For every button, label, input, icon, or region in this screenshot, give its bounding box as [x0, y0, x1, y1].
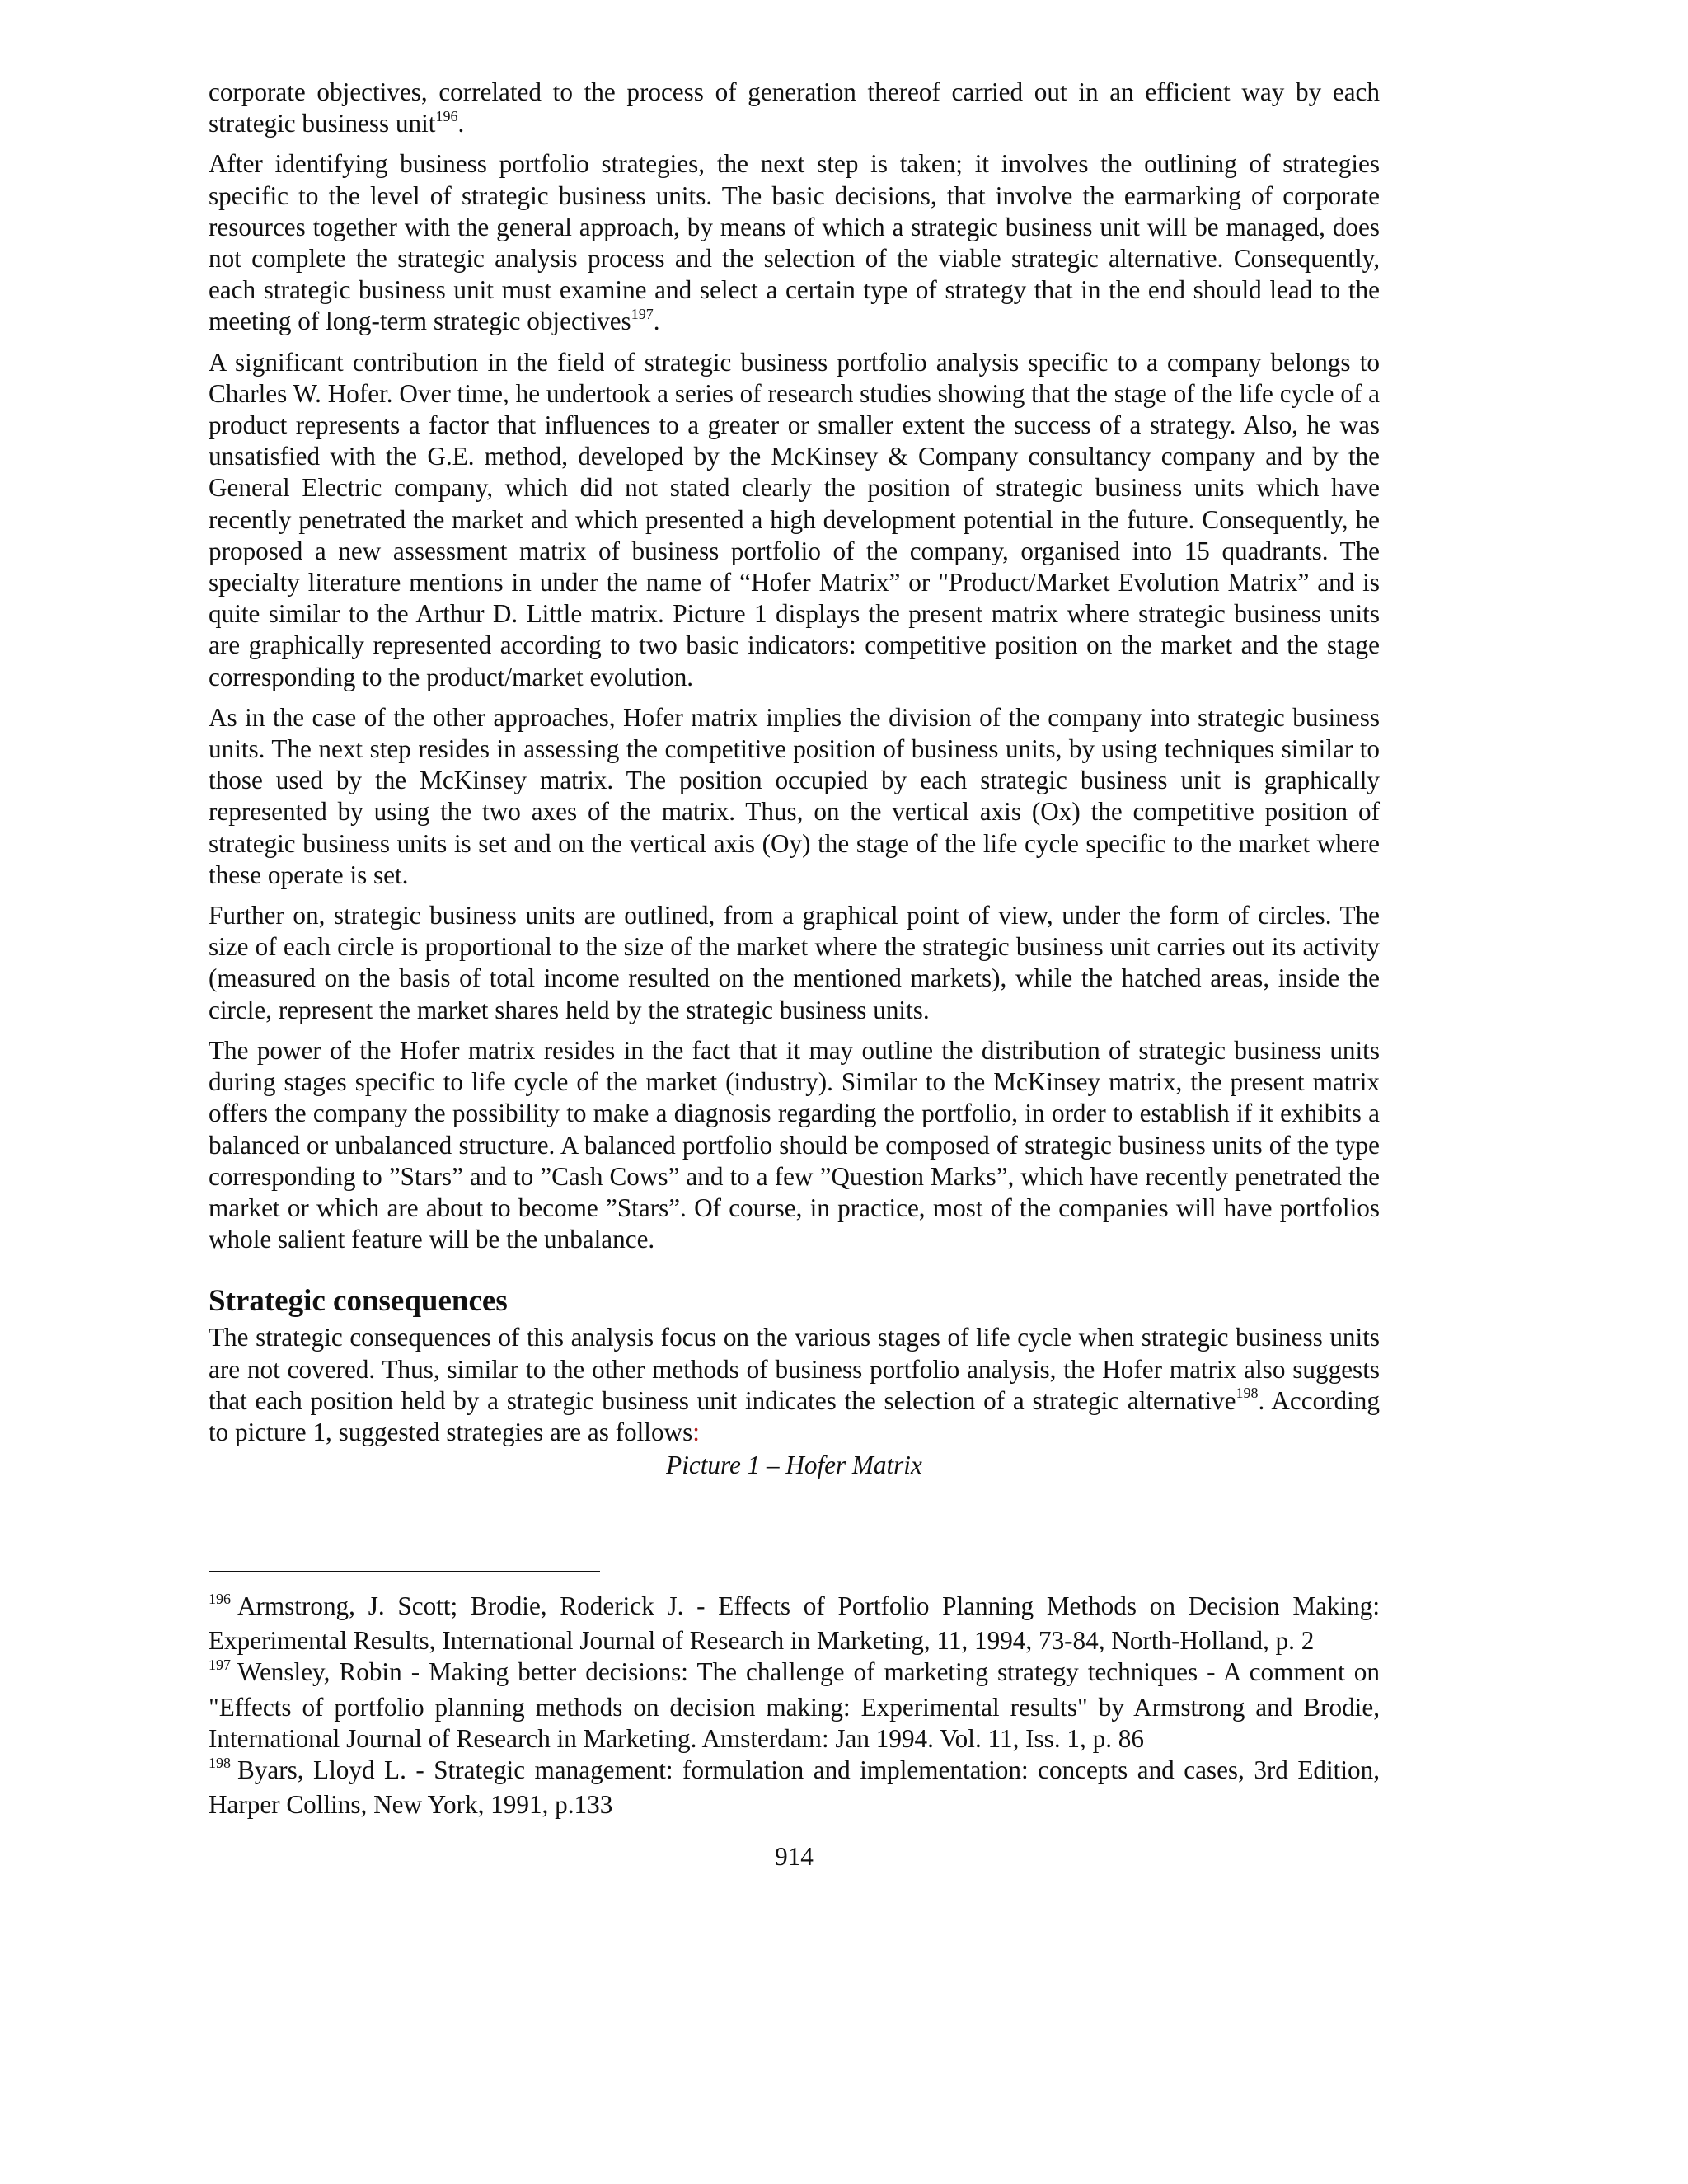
figure-caption: Picture 1 – Hofer Matrix [666, 1451, 922, 1480]
paragraph-3: A significant contribution in the field of strategic business portfolio analysis specific to a company belongs to Charles W. Hofer. Over time, he undertook a series of research studies showing that the stage of the life cycle of a product represents a factor that influences to a greater or smaller extent the success of a strategy. Also, he was unsatisfied with the G.E. method, developed by the McKinsey & Company consultancy company and by the General Electric company, which did not stated clearly the position of strategic business units which have recently penetrated the market and which presented a high development potential in the future. Consequently, he proposed a new assessment matrix of business portfolio of the company, organised into 15 quadrants. The specialty literature mentions in under the name of “Hofer Matrix” or "Product/Market Evolution Matrix” and is quite similar to the Arthur D. Little matrix. Picture 1 displays the present matrix where strategic business units are graphically represented according to two basic indicators: competitive position on the market and the stage corresponding to the product/market evolution. [209, 347, 1380, 691]
section-heading: Strategic consequences [209, 1284, 508, 1319]
footnotes [209, 1591, 1380, 1821]
footnote-ref-198[interactable]: 198 [1236, 1385, 1259, 1402]
footnote-number: 196 [209, 1591, 231, 1607]
paragraph-4: As in the case of the other approaches, Hofer matrix implies the division of the company into strategic business units. The next step resides in assessing the competitive position of business units, by using techniques similar to those used by the McKinsey matrix. The position occupied by each strategic business unit is graphically represented by using the two axes of the matrix. Thus, on the vertical axis (Ox) the competitive position of strategic business units is set and on the vertical axis (Oy) the stage of the life cycle specific to the market where these operate is set. [209, 702, 1380, 889]
footnote-ref-197[interactable]: 197 [631, 306, 654, 323]
paragraph-7: The strategic consequences of this analysis focus on the various stages of life cycle when strategic business units are not covered. Thus, similar to the other methods of business portfolio analysis, the Hofer matrix also suggests that each position held by a strategic business unit indicates the selection of a strategic alternative$^{198}$. According to picture 1, suggested strategies are as follows: [209, 1323, 1380, 1446]
footnote-divider [209, 1571, 600, 1572]
paragraph-6: The power of the Hofer matrix resides in the fact that it may outline the distribution of strategic business units during stages specific to life cycle of the market (industry). Similar to the McKinsey matrix, the present matrix offers the company the possibility to make a diagnosis regarding the portfolio, in order to establish if it exhibits a balanced or unbalanced structure. A balanced portfolio should be composed of strategic business units of the type corresponding to ”Stars” and to ”Cash Cows” and to a few ”Question Marks”, which have recently penetrated the market or which are about to become ”Stars”. Of course, in practice, most of the companies will have portfolios whole salient feature will be the unbalance. [209, 1035, 1380, 1254]
footnote-196: $^{196}$ Armstrong, J. Scott; Brodie, Roderick J. - Effects of Portfolio Planning Methods on Decision Making: Experimental Results, International Journal of Research in Marketing, 11, 1994, 73-84, North-Holland, p. 2 [209, 1591, 1380, 1656]
body-text [209, 77, 1380, 1481]
footnote-ref-196[interactable]: 196 [435, 107, 458, 124]
page-number: 914 [775, 1842, 814, 1871]
footnote-number: 198 [209, 1755, 231, 1772]
footnote-198: $^{198}$ Byars, Lloyd L. - Strategic management: formulation and implementation: concepts and cases, 3rd Edition, Harper Collins, New York, 1991, p.133 [209, 1755, 1380, 1820]
paragraph-1: corporate objectives, correlated to the process of generation thereof carried out in an efficient way by each strategic business unit$^{196}$. [209, 77, 1380, 138]
footnote-number: 197 [209, 1657, 231, 1674]
footnote-197: $^{197}$ Wensley, Robin - Making better decisions: The challenge of marketing strategy techniques - A comment on "Effects of portfolio planning methods on decision making: Experimental results" by Armstrong and Brodie, International Journal of Research in Marketing. Amsterdam: Jan 1994. Vol. 11, Iss. 1, p. 86 [209, 1657, 1380, 1753]
paragraph-5: Further on, strategic business units are outlined, from a graphical point of view, under the form of circles. The size of each circle is proportional to the size of the market where the strategic business unit carries out its activity (measured on the basis of total income resulted on the mentioned markets), while the hatched areas, inside the circle, represent the market shares held by the strategic business units. [209, 901, 1380, 1024]
paragraph-2: After identifying business portfolio strategies, the next step is taken; it involves the outlining of strategies specific to the level of strategic business units. The basic decisions, that involve the earmarking of corporate resources together with the general approach, by means of which a strategic business unit will be managed, does not complete the strategic analysis process and the selection of the viable strategic alternative. Consequently, each strategic business unit must examine and select a certain type of strategy that in the end should lead to the meeting of long-term strategic objectives$^{197}$. [209, 149, 1380, 336]
